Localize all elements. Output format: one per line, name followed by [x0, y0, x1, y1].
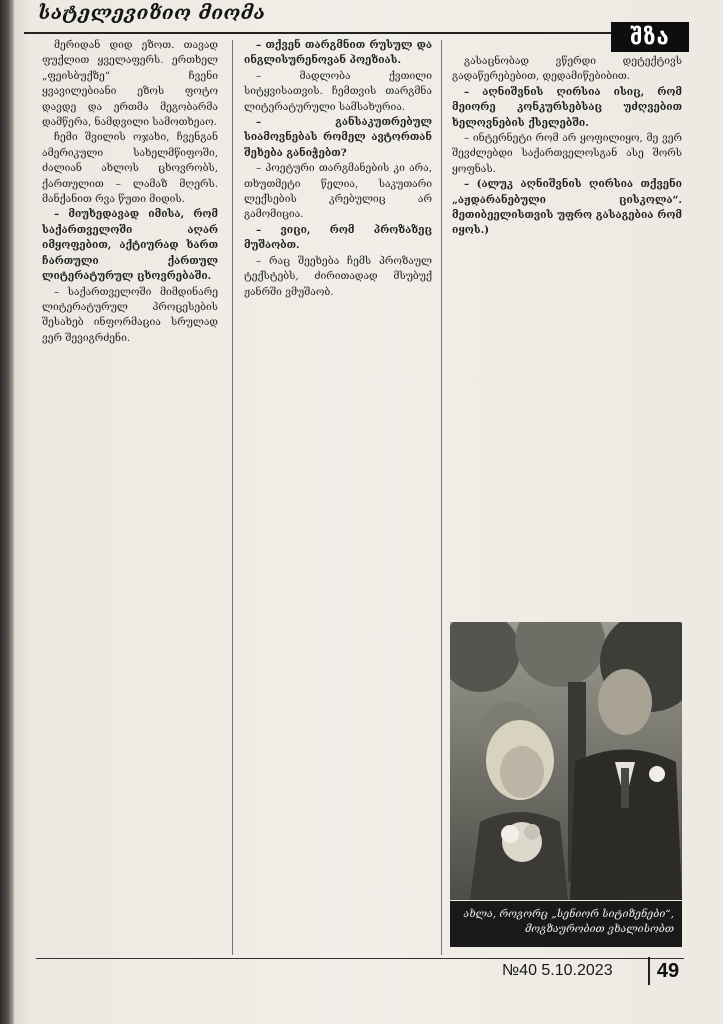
interview-question: – განსაკუთრებულ სიამოვნებას რომელ ავტორთან შეხება განიჭებთ? [244, 116, 432, 159]
interview-question: – (ალუკ აღნიშვნის ღირსია თქვენი „აჟდარანებული ცისკოლა“. მეთიბეელისთვის უფრო გასაგებია რომ იყოს.) [452, 178, 682, 237]
paragraph: – მადლობა ქვთილი სიტყვისათვის. ჩემთვის თარგმნა ლიტერატურული სამსახურია. [244, 69, 432, 113]
section-title: სატელევიზიო მიომა [38, 2, 266, 24]
interview-question: – თქვენ თარგმნით რუსულ და ინგლისურენოვან პოეზიას. [244, 39, 432, 67]
page-number: 49 [648, 957, 686, 985]
magazine-logo: შზა [611, 22, 689, 52]
photo-illustration [450, 622, 682, 900]
couple-photo [450, 622, 682, 900]
issue-date: №40 5.10.2023 [502, 962, 613, 979]
footer-rule [36, 958, 684, 959]
paragraph: მერიდან დიდ ეზოთ. თავად ფუქლით ყველაფერს. ერთხელ „ფეისბუქზე“ ჩვენი ყვავილებიანი ეზოს ფოტო დავდე და ერთმა მეგობარმა დამწერა, ნამდვილი სამოთხეაო. [42, 39, 218, 129]
column-divider [441, 40, 442, 955]
text-column-3 [452, 54, 682, 632]
paragraph: – საქართველოში მიმდინარე ლიტერატურულ პროცესების შესახებ ინფორმაცია სრულად ვერ შევიგრძენი. [42, 285, 218, 344]
paragraph: – პოეტური თარგმანების კი არა, თხუთმეტი წელია, საკუთარი ლექსების კრებულიც არ გამომიცია. [244, 162, 432, 221]
header-rule [24, 32, 614, 34]
paragraph: – რაც შეეხება ჩემს პროზაულ ტექსტებს, ძირითადად მსუბუქ ჟანრში ვმუშაობ. [244, 254, 432, 298]
text-column-2 [244, 38, 432, 968]
interview-question: – აღნიშვნის ღირსია ისიც, რომ მეიორე კონკურსებსაც უძღვებით ხელოვნების ქსელებში. [452, 85, 682, 129]
paragraph: გასაცნობად ვწერდი დეტექტივს გადაწერებებით, დედამიწებიბით. [452, 55, 682, 83]
binding-spine [0, 0, 14, 1024]
text-column-1 [42, 38, 218, 958]
interview-question: – ვიცი, რომ პროზაზეც მუშაობთ. [244, 223, 432, 252]
interview-question: – მიუხედავად იმისა, რომ საქართველოში აღარ იმყოფებით, აქტიურად ხართ ჩართული ქართულ ლიტერატურულ ცხოვრებაში. [42, 208, 218, 283]
paragraph: ჩემი შვილის ოჯახი, ჩვენგან ამერიკული სახელმწიფოში, ძალიან ახლოს ცხოვრობს, ქართულით – ლამაზ მღერს. მანქანით რვა წუთი მიდის. [42, 131, 218, 206]
photo-caption: ახლა, როგორც „სენიორ სიტიზენები“, მოგზაურობით ვხალისობთ [450, 901, 682, 947]
paragraph: – ინტერნეტი რომ არ ყოფილიყო, მე ვერ შევძლებდი საქართველოსგან ასე შორს ყოფნას. [452, 132, 682, 175]
column-divider [232, 40, 233, 955]
